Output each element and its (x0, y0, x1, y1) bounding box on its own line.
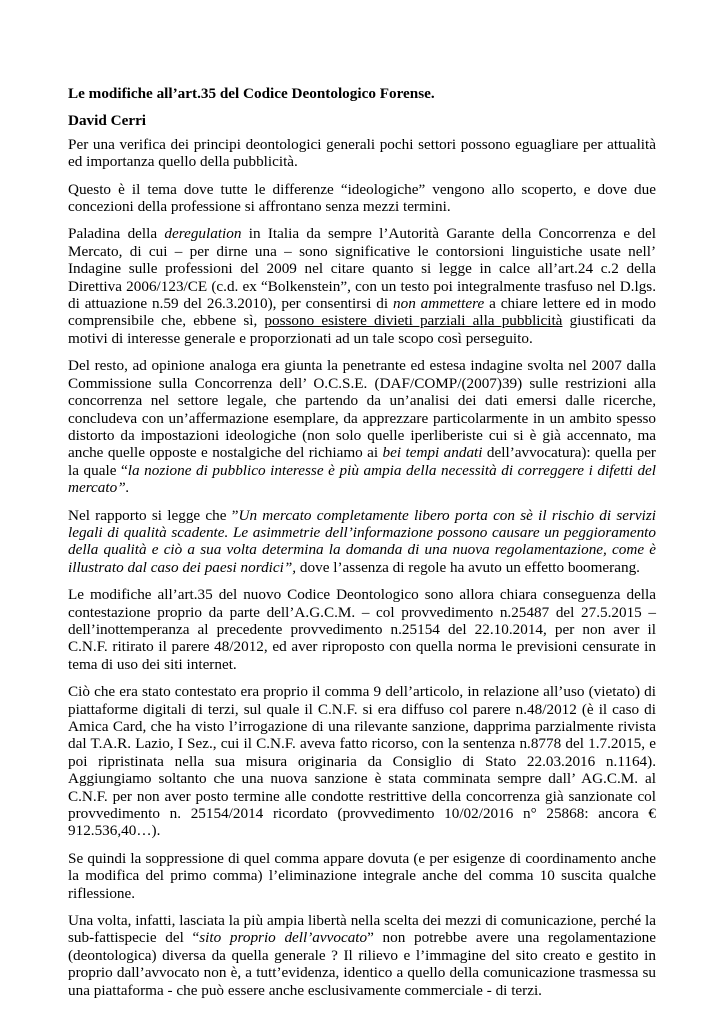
paragraph-5-text-c: dove l’assenza di regole ha avuto un effetto boomerang. (296, 558, 640, 576)
document-author: David Cerri (68, 112, 147, 130)
paragraph-5-text-a: Nel rapporto si legge che ” (68, 506, 239, 524)
paragraph-4 (68, 357, 656, 496)
paragraph-5 (68, 507, 656, 577)
document-title: Le modifiche all’art.35 del Codice Deontologico Forense. (68, 85, 435, 102)
paragraph-3 (68, 225, 656, 347)
paragraph-2: Questo è il tema dove tutte le differenze “ideologiche” vengono allo scoperto, e dove due concezioni della professione si affrontano senza mezzi termini. (68, 180, 656, 216)
paragraph-9-italic-sito: sito proprio dell’avvocato (199, 929, 368, 947)
paragraph-3-text-e: a chiare lettere ed in modo comprensibile che, ebbene sì, (68, 295, 656, 330)
paragraph-1: Per una verifica dei principi deontologici generali pochi settori possono eguagliare per attualità ed importanza quello della pubblicità. (68, 135, 656, 171)
paragraph-6: Le modifiche all’art.35 del nuovo Codice Deontologico sono allora chiara conseguenza della contestazione proprio da parte dell’A.G.C.M. – col provvedimento n.25487 del 27.5.2015 – dell’inottemperanza al precedente provvedimento n.25154 del 22.10.2014, per non aver il C.N.F. ritirato il parere 48/2012, ed aver riproposto con quella norma le previsioni censurate in tema di uso dei siti internet. (68, 586, 656, 673)
paragraph-7: Ciò che era stato contestato era proprio il comma 9 dell’articolo, in relazione all’uso (vietato) di piattaforme digitali di terzi, sul quale il C.N.F. si era diffuso col parere n.48/2012 (è il caso di Amica Card, che ha visto l’irrogazione di una rilevante sanzione, dapprima parzialmente rivista dal T.A.R. Lazio, I Sez., cui il C.N.F. aveva fatto ricorso, con la sentenza n.8778 del 1.7.2015, e poi ripristinata nella sua misura originaria da Consiglio di Stato 22.03.2016 n.1164). Aggiungiamo soltanto che una nuova sanzione è stata comminata sempre dall’ AG.C.M. al C.N.F. per non aver posto termine alle condotte restrittive della concorrenza già sanzionate col provvedimento n. 25154/2014 ricordato (provvedimento 10/02/2016 n° 25868: ancora € 912.536,40…). (68, 683, 656, 840)
paragraph-3-italic-deregulation: deregulation (164, 225, 242, 243)
paragraph-5-italic-quote: Un mercato completamente libero porta con sè il rischio di servizi legali di qualità scadente. Le asimmetrie dell’informazione possono causare un peggioramento della qualità e ciò a sua volta determina la domanda di una nuova regolamentazione, come è illustrato dal caso dei paesi nordici”, (68, 506, 657, 576)
paragraph-3-underlined-divieti: possono esistere divieti parziali alla pubblicità (264, 312, 563, 330)
paragraph-4-italic-bei-tempi: bei tempi andati (382, 444, 483, 462)
paragraph-9 (68, 912, 656, 999)
paragraph-8: Se quindi la soppressione di quel comma appare dovuta (e per esigenze di coordinamento anche la modifica del primo comma) l’eliminazione integrale anche del comma 10 suscita qualche riflessione. (68, 849, 656, 902)
paragraph-4-text-a: Del resto, ad opinione analoga era giunta la penetrante ed estesa indagine svolta nel 2007 dalla Commissione sulla Concorrenza dell’ O.C.S.E. (DAF/COMP/(2007)39) sulle restrizioni alla concorrenza nel settore legale, che partendo da un’analisi dei dati emersi dalle ricerche, concludeva con un’affermazione esemplare, da apprezzare particolarmente in un ambito spesso distorto da impostazioni ideologiche (non solo quelle iperliberiste cui si è già accennato, ma anche quelle opposte e nostalgiche del richiamo ai (68, 357, 656, 462)
paragraph-9-text-c: ” non potrebbe avere una regolamentazione (deontologica) diversa da quella generale ? Il rilievo e l’immagine del sito creato e gestito in proprio dall’avvocato non è, a tutt’evidenza, identico a quello della comunicazione trasmessa su una piattaforma - che può essere anche esclusivamente commerciale - di terzi. (68, 929, 657, 999)
paragraph-9-text-a: Una volta, infatti, lasciata la più ampia libertà nella scelta dei mezzi di comunicazione, perché la sub-fattispecie del “ (68, 912, 656, 947)
paragraph-3-italic-non-ammettere: non ammettere (393, 295, 485, 313)
paragraph-3-text-g: giustificati da motivi di interesse generale e proporzionati ad un tale scopo così perseguito. (68, 312, 657, 347)
paragraph-4-italic-quote: la nozione di pubblico interesse è più ampia della necessità di correggere i difetti del mercato”. (68, 461, 657, 497)
paragraph-3-text-c: in Italia da sempre l’Autorità Garante della Concorrenza e del Mercato, di cui – per dirne una – sono significative le contorsioni linguistiche usate nell’ Indagine sulle professioni del 2009 nel citare quanto si legge in calce all’art.24 c.2 della Direttiva 2006/123/CE (c.d. ex “Bolkenstein”, con un testo poi integralmente trasfuso nel D.lgs. di attuazione n.59 del 26.3.2010), per consentirsi di (68, 225, 656, 313)
paragraph-4-text-c: dell’avvocatura): quella per la quale “ (68, 444, 656, 479)
paragraph-3-text-a: Paladina della (68, 225, 165, 243)
